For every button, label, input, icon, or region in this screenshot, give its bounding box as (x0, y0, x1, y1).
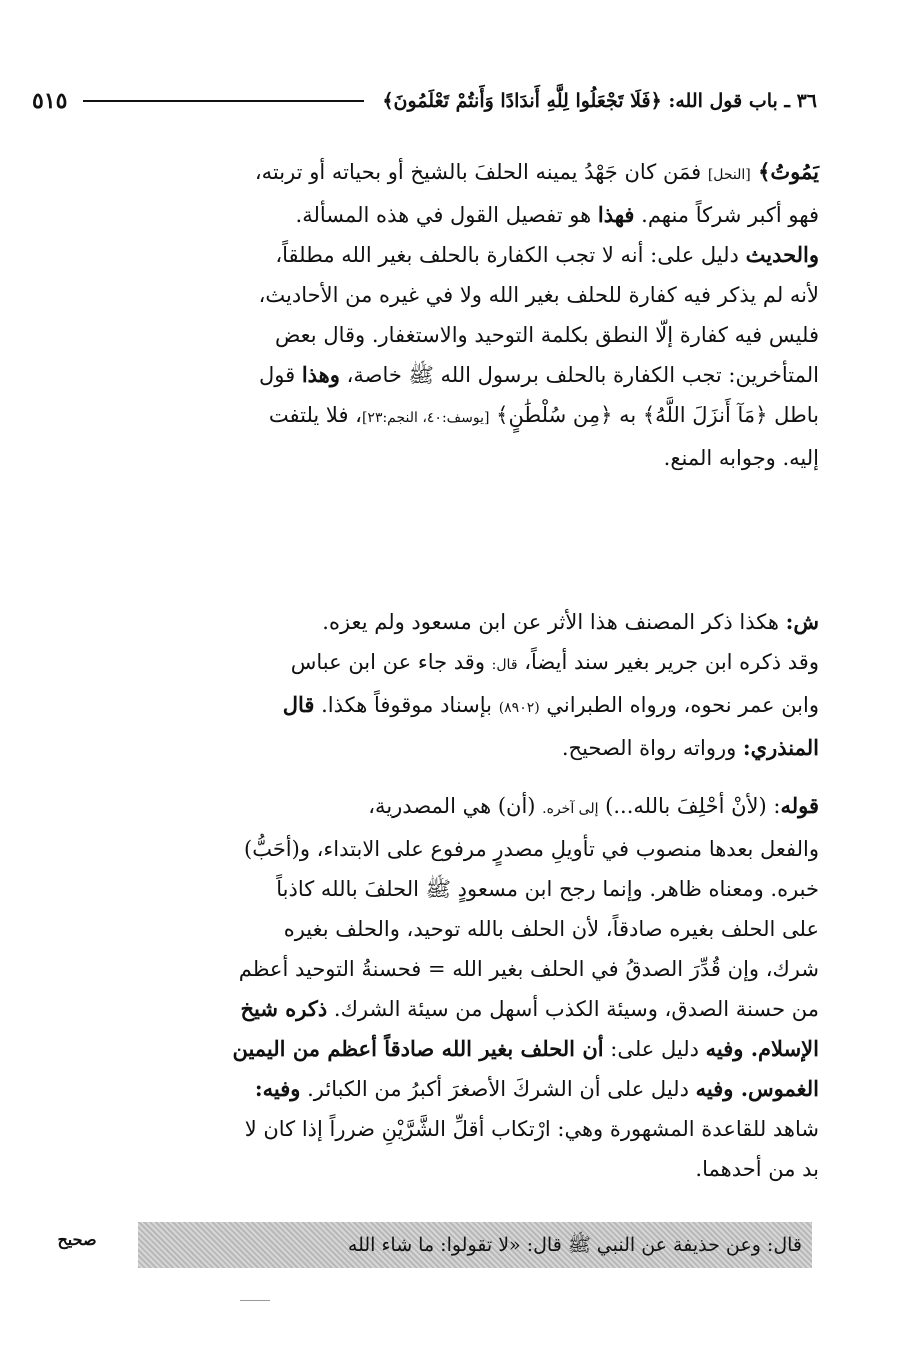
quran-ref: [يوسف:٤٠، النجم:٢٣] (361, 410, 490, 426)
commentary-section-3 (138, 786, 819, 1216)
line-3: خبره. ومعناه ظاهر. وإنما رجح ابن مسعودٍ ﷺ الحلفَ بالله كاذباً (276, 877, 819, 901)
line-9: شاهد للقاعدة المشهورة وهي: ارْتكاب أقلِّ الشَّرَّيْنِ ضرراً إذا كان لا (244, 1117, 819, 1141)
header-rule (83, 100, 364, 102)
line-2: والفعل بعدها منصوب في تأويلِ مصدرٍ مرفوع على الابتداء، و(أحَبُّ) (244, 837, 819, 861)
line-1: ش: هكذا ذكر المصنف هذا الأثر عن ابن مسعود ولم يعزه. (322, 609, 819, 634)
line-6: من حسنة الصدق، وسيئة الكذب أسهل من سيئة الشرك. ذكره شيخ (240, 996, 819, 1021)
line-6: المتأخرين: تجب الكفارة بالحلف برسول الله ﷺ خاصة، وهذا قول (259, 362, 819, 387)
line-4: المنذري: ورواته رواة الصحيح. (561, 735, 819, 760)
commentary-section-1 (138, 152, 819, 512)
line-7: الإسلام. وفيه دليل على: أن الحلف بغير الله صادقاً أعظم من اليمين (232, 1036, 819, 1061)
quran-fragment: يَمُوتُ﴾ (750, 159, 819, 184)
chapter-title: ٣٦ ـ باب قول الله: ﴿فَلَا تَجْعَلُوا لِلَّهِ أَندَادًا وَأَنتُمْ تَعْلَمُونَ﴾ (382, 90, 817, 112)
line-5: شرك، وإن قُدِّرَ الصدقُ في الحلف بغير الله = فحسنةُ التوحيد أعظم (238, 957, 819, 981)
line-2: وقد ذكره ابن جرير بغير سند أيضاً، قال: وقد جاء عن ابن عباس (290, 650, 819, 674)
line-3: والحديث دليل على: أنه لا تجب الكفارة بالحلف بغير الله مطلقاً، (275, 242, 819, 267)
line-8: الغموس. وفيه دليل على أن الشركَ الأصغرَ أكبرُ من الكبائر. وفيه: (254, 1076, 819, 1101)
hadith-highlight: قال: وعن حذيفة عن النبي ﷺ قال: «لا تقولوا: ما شاء الله (138, 1222, 812, 1268)
line-7: باطل ﴿مَآ أَنزَلَ اللَّهُ﴾ به ﴿مِن سُلْطَٰنٍ﴾ [يوسف:٤٠، النجم:٢٣]، فلا يلتفت (268, 403, 819, 427)
hadith-grade: صحيح (57, 1230, 97, 1249)
line-8: إليه. وجوابه المنع. (663, 446, 819, 470)
line-10: بد من أحدهما. (695, 1157, 819, 1181)
page-number: ٥١٥ (32, 88, 68, 114)
line-3: وابن عمر نحوه، ورواه الطبراني (٨٩٠٢) بإسناد موقوفاً هكذا. قال (282, 692, 819, 717)
footer-mark (240, 1300, 270, 1301)
surah-ref: [النحل] (707, 167, 751, 183)
line-4: على الحلف بغيره صادقاً، لأن الحلف بالله توحيد، والحلف بغيره (283, 917, 819, 941)
line-5: فليس فيه كفارة إلّا النطق بكلمة التوحيد والاستغفار. وقال بعض (274, 323, 819, 347)
commentary-section-2 (138, 602, 819, 772)
page-header (32, 84, 817, 118)
line-2: فهو أكبر شركاً منهم. فهذا هو تفصيل القول في هذه المسألة. (295, 202, 819, 227)
line-4: لأنه لم يذكر فيه كفارة للحلف بغير الله ولا في غيره من الأحاديث، (258, 283, 819, 307)
line-1: يَمُوتُ﴾ [النحل] فمَن كان جَهْدُ يمينه الحلفَ بالشيخ أو بحياته أو تربته، (254, 159, 819, 184)
line-1: قوله: (لأنْ أحْلِفَ بالله...) إلى آخره. (أن) هي المصدرية، (368, 793, 819, 818)
